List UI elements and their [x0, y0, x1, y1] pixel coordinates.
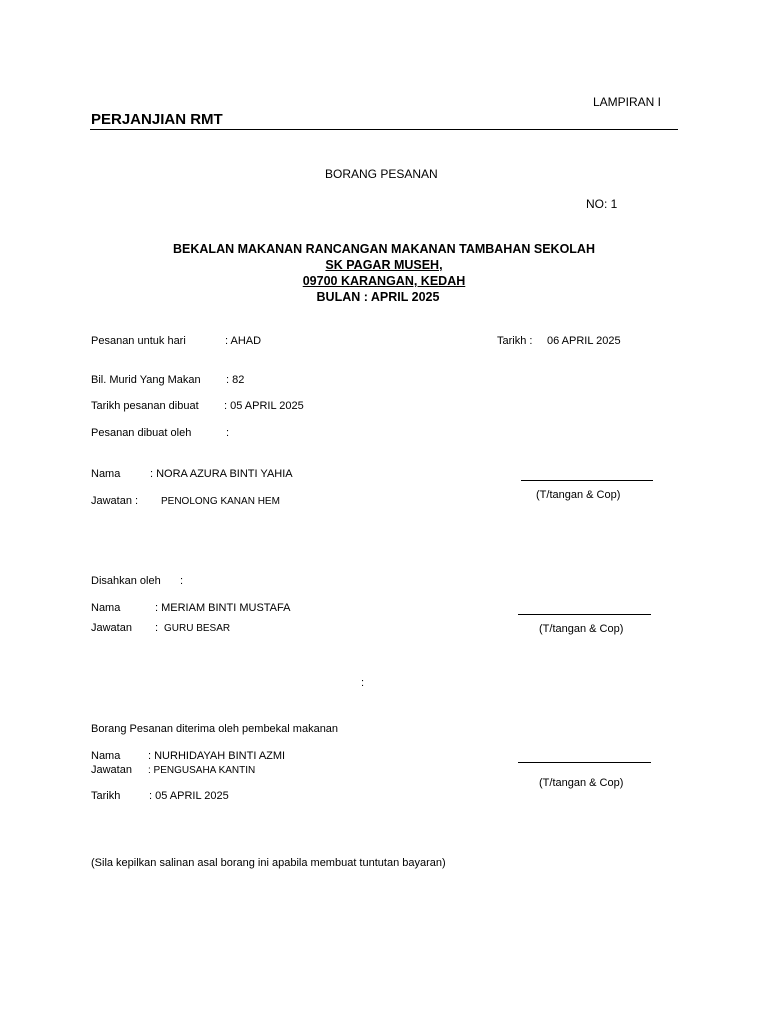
made-by-colon: : — [226, 427, 230, 439]
lampiran-label: LAMPIRAN I — [593, 95, 662, 109]
orderer-name-value: : NORA AZURA BINTI YAHIA — [150, 468, 293, 480]
form-number: NO: 1 — [586, 197, 618, 211]
orderer-position-label: Jawatan : — [91, 495, 139, 507]
supplier-label: Borang Pesanan diterima oleh pembekal makanan — [91, 723, 339, 735]
students-value: : 82 — [226, 374, 245, 386]
orderer-signature-line — [521, 480, 653, 481]
supplier-position-value: : PENGUSAHA KANTIN — [148, 765, 256, 776]
approver-position-colon: : — [155, 622, 159, 634]
heading-line-4: BULAN : APRIL 2025 — [316, 290, 440, 304]
students-label: Bil. Murid Yang Makan — [91, 374, 201, 386]
approver-position-value: GURU BESAR — [164, 623, 231, 634]
order-made-date-value: : 05 APRIL 2025 — [224, 400, 304, 412]
approver-label-colon: : — [180, 575, 184, 587]
order-day-value: : AHAD — [225, 335, 262, 347]
order-date-label: Tarikh : — [497, 335, 533, 347]
approver-name-label: Nama — [91, 602, 121, 614]
orderer-name-label: Nama — [91, 468, 121, 480]
form-name: BORANG PESANAN — [325, 167, 438, 181]
order-date-value: 06 APRIL 2025 — [547, 335, 621, 347]
footer-note: (Sila kepilkan salinan asal borang ini apabila membuat tuntutan bayaran) — [91, 857, 446, 869]
orderer-signature-caption: (T/tangan & Cop) — [536, 489, 621, 501]
made-by-label: Pesanan dibuat oleh — [91, 427, 192, 439]
supplier-position-label: Jawatan — [91, 764, 132, 776]
stray-colon: : — [361, 677, 365, 689]
heading-line-3: 09700 KARANGAN, KEDAH — [302, 274, 466, 288]
supplier-name-value: : NURHIDAYAH BINTI AZMI — [148, 750, 286, 762]
supplier-signature-line — [518, 762, 651, 763]
orderer-position-value: PENOLONG KANAN HEM — [161, 496, 280, 507]
heading-block — [0, 241, 768, 305]
supplier-date-value: : 05 APRIL 2025 — [149, 790, 229, 802]
header-rule — [90, 129, 678, 130]
supplier-signature-caption: (T/tangan & Cop) — [539, 777, 624, 789]
order-day-label: Pesanan untuk hari — [91, 335, 186, 347]
heading-line-2: SK PAGAR MUSEH, — [325, 258, 443, 272]
supplier-date-label: Tarikh — [91, 790, 121, 802]
approver-position-label: Jawatan — [91, 622, 132, 634]
approver-signature-caption: (T/tangan & Cop) — [539, 623, 624, 635]
supplier-name-label: Nama — [91, 750, 121, 762]
document-title: PERJANJIAN RMT — [91, 111, 223, 128]
order-made-date-label: Tarikh pesanan dibuat — [91, 400, 199, 412]
heading-line-1: BEKALAN MAKANAN RANCANGAN MAKANAN TAMBAHAN SEKOLAH — [173, 242, 595, 256]
approver-signature-line — [518, 614, 651, 615]
approver-name-value: : MERIAM BINTI MUSTAFA — [155, 602, 291, 614]
approver-label: Disahkan oleh — [91, 575, 161, 587]
